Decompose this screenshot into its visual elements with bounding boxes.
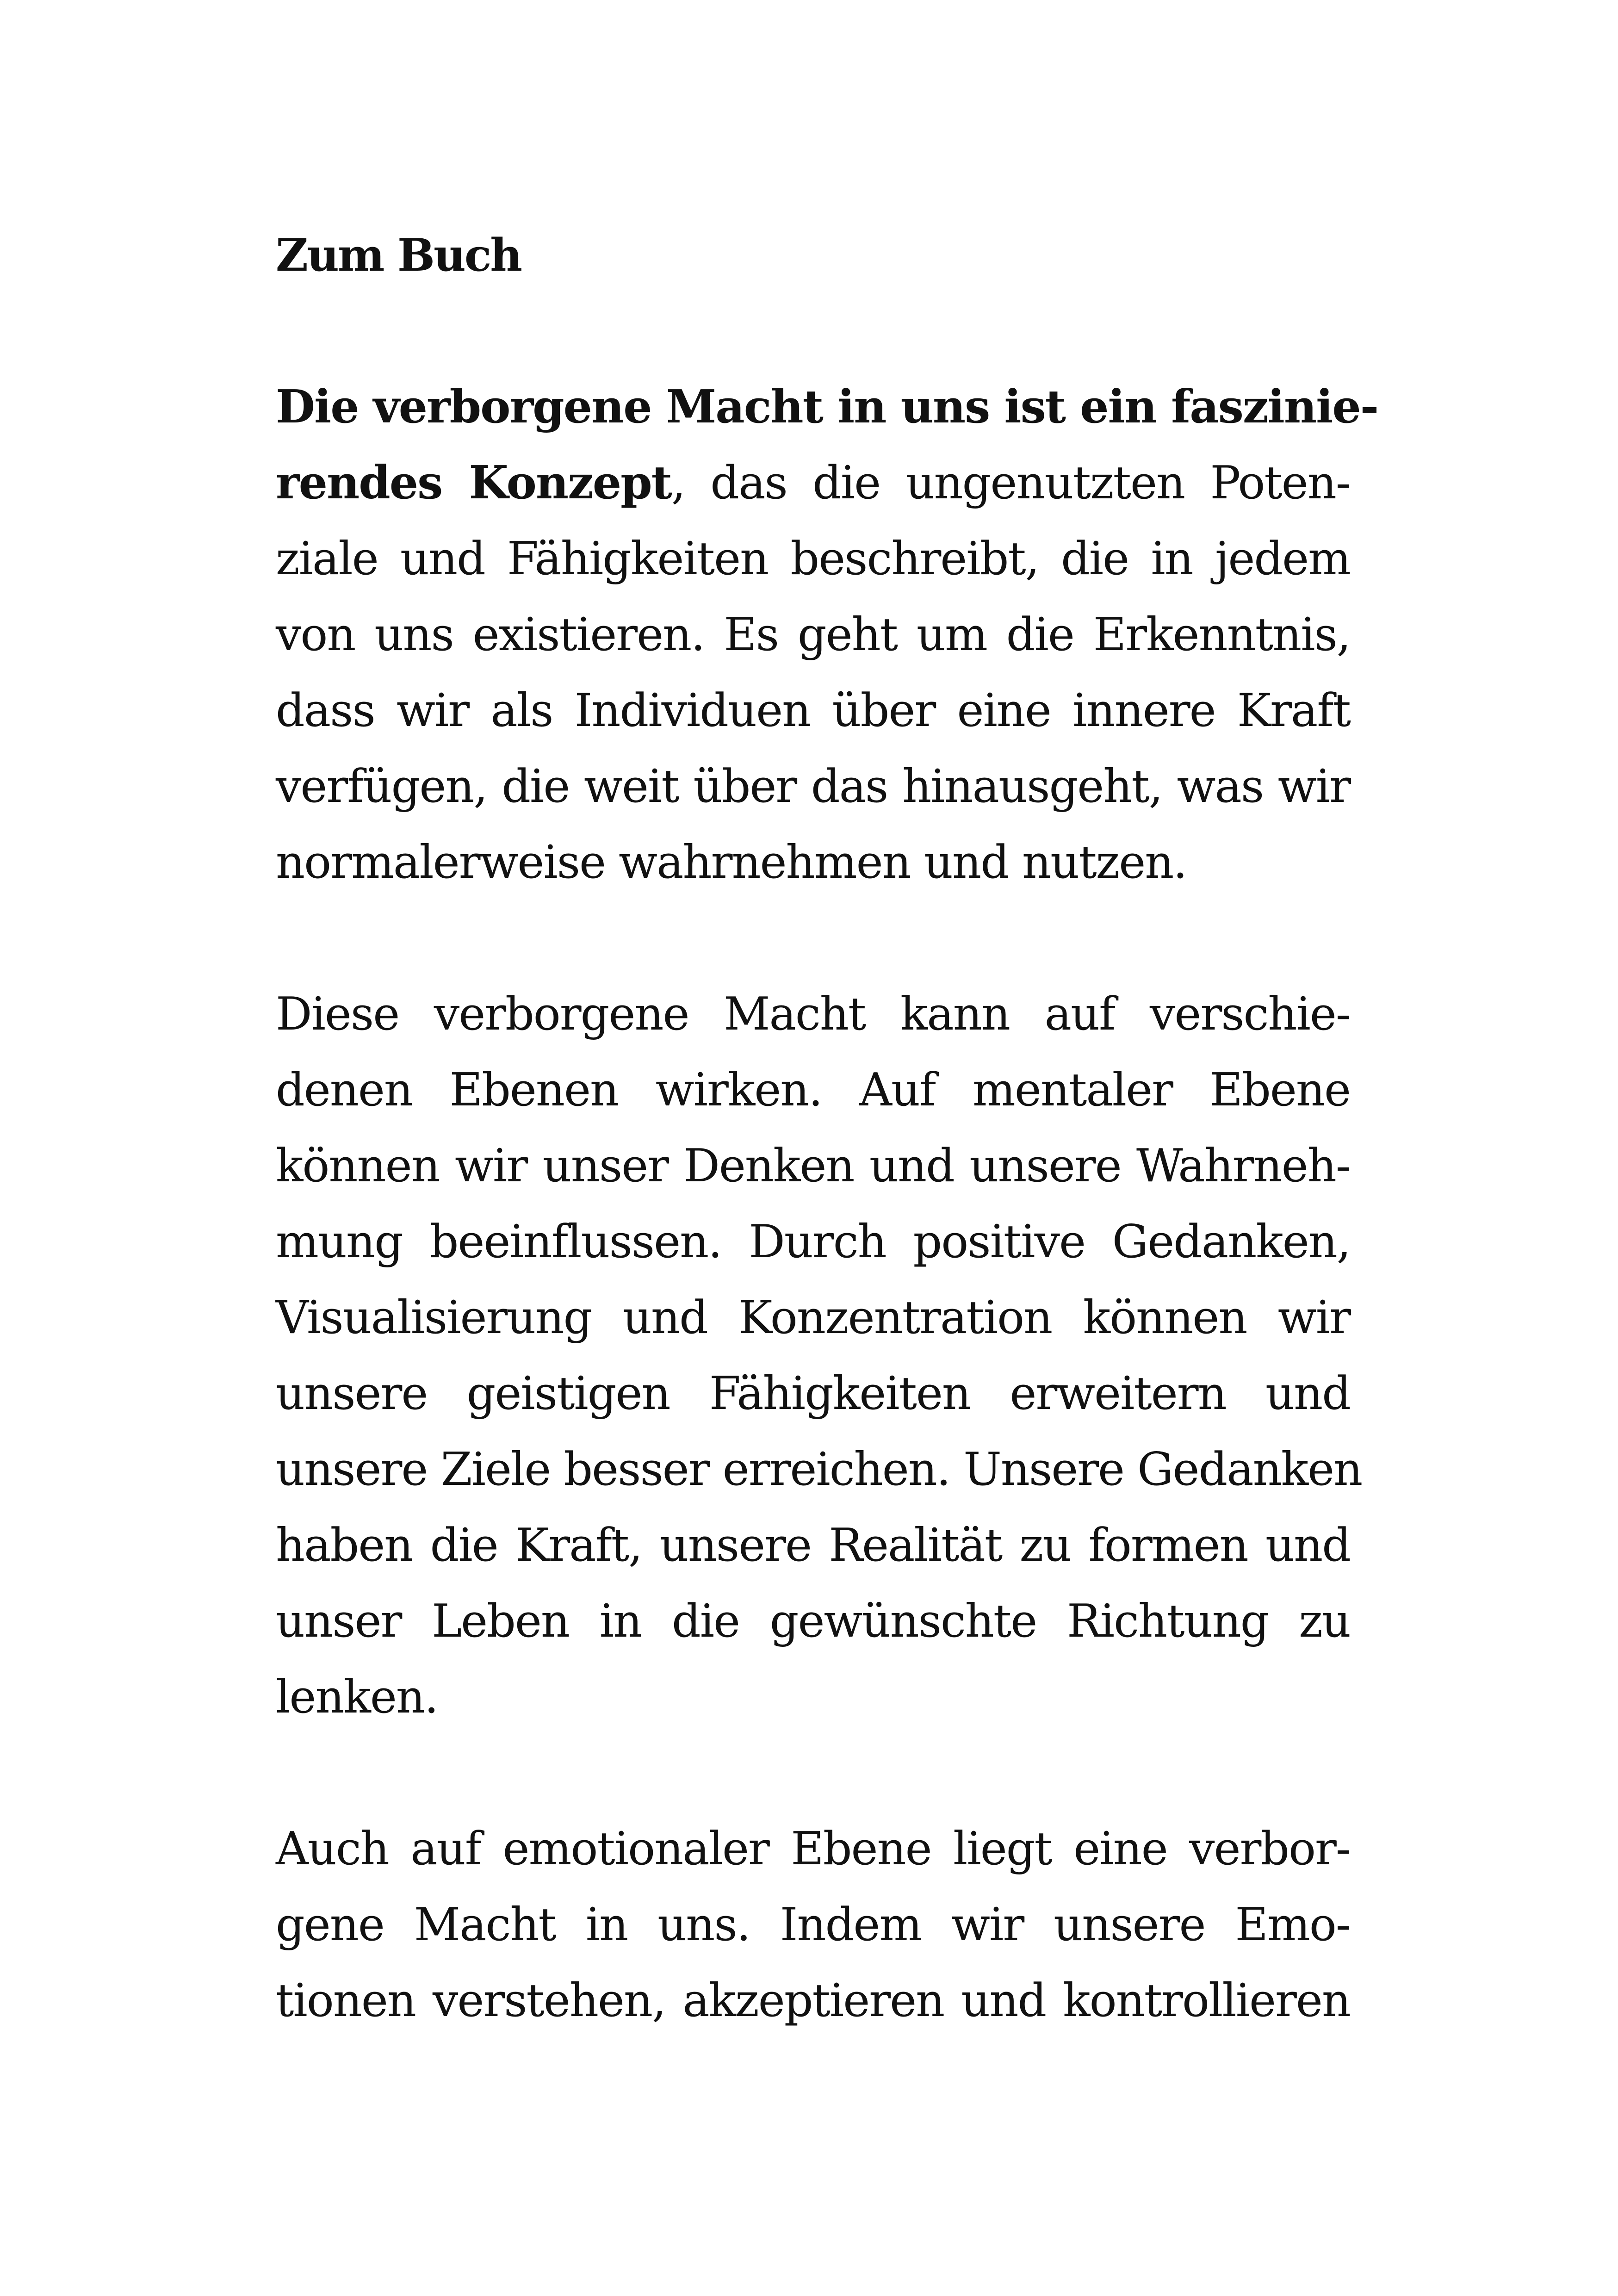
- paragraph-spacer: [276, 900, 1350, 976]
- line-text: tionen verstehen, akzeptieren und kontrollieren: [276, 1974, 1350, 2027]
- line-text: dass wir als Individuen über eine innere Kraft: [276, 684, 1350, 737]
- line-text: gene Macht in uns. Indem wir unsere Emo-: [276, 1899, 1350, 1951]
- paragraph-line: [276, 673, 1350, 749]
- paragraph-line: [276, 1052, 1350, 1128]
- line-text: mung beeinflussen. Durch positive Gedanken,: [276, 1216, 1350, 1268]
- line-text: unsere geistigen Fähigkeiten erweitern und: [276, 1367, 1350, 1420]
- paragraph-line: [276, 1432, 1362, 1508]
- line-text: denen Ebenen wirken. Auf mentaler Ebene: [276, 1064, 1350, 1117]
- line-text: Auch auf emotionaler Ebene liegt eine verbor-: [276, 1823, 1350, 1875]
- paragraph-line: [276, 1963, 1350, 2039]
- bold-text: Die verborgene Macht in uns ist ein faszinie-: [276, 380, 1378, 434]
- paragraph-2: [276, 976, 1362, 1735]
- paragraph-1: [276, 369, 1378, 900]
- paragraph-line: [276, 1280, 1350, 1356]
- line-text: unser Leben in die gewünschte Richtung zu: [276, 1595, 1350, 1648]
- paragraph-3: [276, 1811, 1350, 2039]
- paragraph-line: [276, 1508, 1350, 1583]
- paragraph-line: [276, 1583, 1350, 1659]
- line-text: unsere Ziele besser erreichen. Unsere Gedanken: [276, 1443, 1362, 1496]
- paragraph-line: [276, 749, 1350, 825]
- bold-text: rendes Konzept: [276, 456, 671, 509]
- line-text: , das die ungenutzten Poten-: [671, 457, 1350, 509]
- text-block: [276, 217, 1378, 2039]
- line-text: normalerweise wahrnehmen und nutzen.: [276, 836, 1187, 889]
- line-text: ziale und Fähigkeiten beschreibt, die in jedem: [276, 533, 1350, 585]
- paragraph-spacer: [276, 1735, 1350, 1811]
- line-text: können wir unser Denken und unsere Wahrneh-: [276, 1140, 1350, 1192]
- paragraph-line: [276, 445, 1350, 521]
- paragraph-line: [276, 1128, 1350, 1204]
- line-text: lenken.: [276, 1671, 438, 1724]
- paragraph-line: [276, 1811, 1350, 1887]
- paragraph-line: [276, 825, 1350, 900]
- line-text: verfügen, die weit über das hinausgeht, was wir: [276, 760, 1350, 813]
- paragraph-line: [276, 1356, 1350, 1432]
- paragraph-line: [276, 1204, 1350, 1280]
- page-heading: Zum Buch: [276, 229, 521, 281]
- paragraph-line: [276, 1887, 1350, 1963]
- heading-spacer: [276, 293, 1350, 369]
- paragraph-line: [276, 597, 1350, 673]
- paragraph-line: [276, 976, 1350, 1052]
- line-text: Diese verborgene Macht kann auf verschie-: [276, 988, 1350, 1041]
- paragraph-line: [276, 1659, 1350, 1735]
- line-text: von uns existieren. Es geht um die Erkenntnis,: [276, 608, 1350, 661]
- line-text: haben die Kraft, unsere Realität zu formen und: [276, 1519, 1350, 1572]
- paragraph-line: [276, 521, 1350, 597]
- line-text: Visualisierung und Konzentration können wir: [276, 1291, 1350, 1344]
- paragraph-line: [276, 369, 1378, 445]
